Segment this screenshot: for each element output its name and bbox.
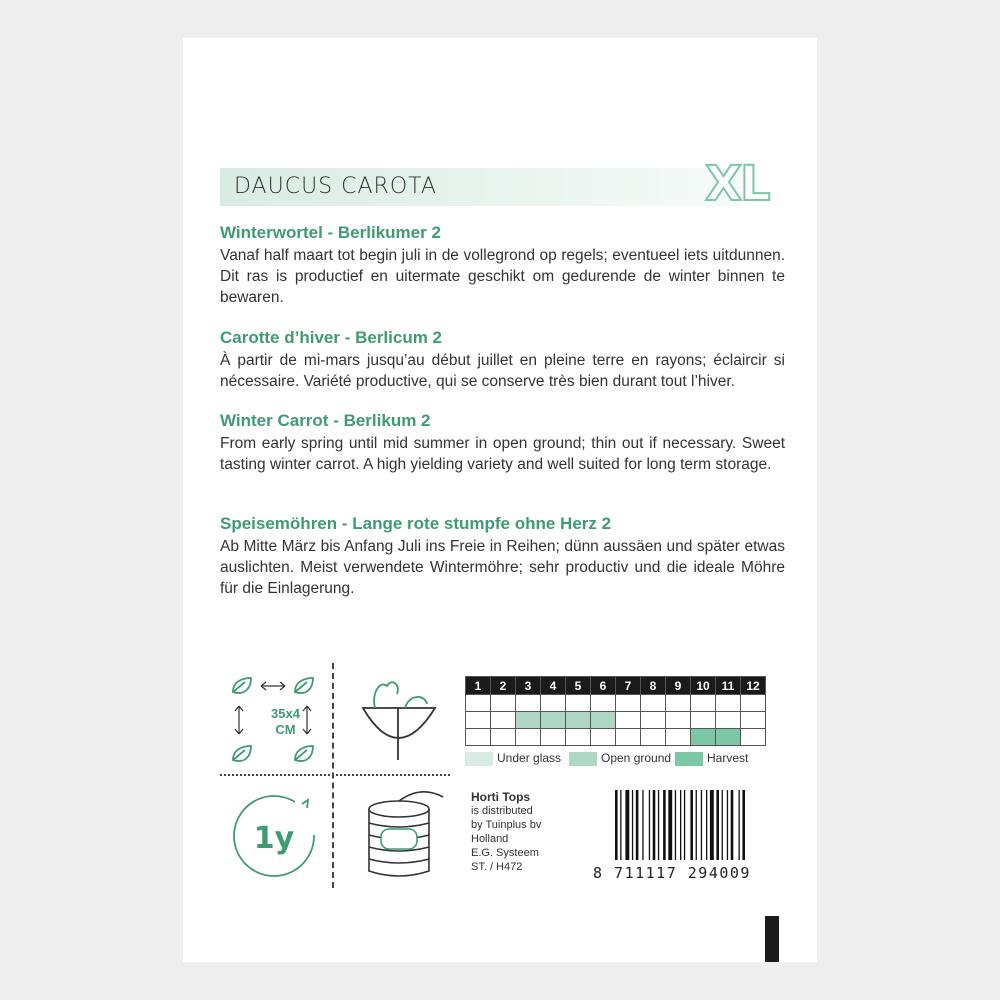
section-title-nl: Winterwortel - Berlikumer 2 [220,223,441,242]
seed-packet [183,38,817,962]
distributor-line: ST. / H472 [471,861,523,873]
section-body-en: From early spring until mid summer in open ground; thin out if necessary. Sweet tasting winter carrot. A high yielding variety and well suited for long term storage. [220,435,785,473]
calendar-cell [666,695,691,712]
species-banner [220,168,740,206]
barcode-bar [706,790,707,860]
section-body-fr: À partir de mi-mars jusqu’au début juillet en pleine terre en rayons; éclaircir si nécessaire. Variété productive, qui se conserve très bien durant tout l’hiver. [220,352,785,390]
calendar-month-12: 12 [741,677,766,695]
calendar-month-3: 3 [516,677,541,695]
calendar-cell [616,695,641,712]
barcode-bar [668,790,672,860]
barcode-bar [632,790,633,860]
section-title-en: Winter Carrot - Berlikum 2 [220,411,431,430]
size-badge: XL [705,156,769,212]
calendar-cell-harvest [691,729,716,746]
barcode-bar [739,790,740,860]
legend-harvest [675,751,748,766]
calendar-cell [541,729,566,746]
barcode-bar [696,790,697,860]
storage-can-icon [359,783,449,883]
calendar-cell [741,729,766,746]
icon-divider-horizontal [220,774,450,776]
calendar-cell-open-ground [516,712,541,729]
calendar-month-11: 11 [716,677,741,695]
calendar-cell [741,695,766,712]
lifecycle-label: 1y [253,821,295,856]
calendar-cell [666,712,691,729]
legend-swatch-under-glass [465,752,493,766]
calendar-cell [466,729,491,746]
calendar-cell [566,695,591,712]
calendar-month-8: 8 [641,677,666,695]
calendar-month-5: 5 [566,677,591,695]
legend-swatch-open-ground [569,752,597,766]
sowing-calendar [465,676,766,746]
barcode-bar [690,790,693,860]
legend-label-open-ground: Open ground [601,751,672,765]
barcode-bar [684,790,685,860]
barcode-bar [642,790,643,860]
spacing-label [258,706,313,738]
calendar-cell [566,729,591,746]
barcode-bar [742,790,745,860]
calendar-cell [716,695,741,712]
calendar-month-1: 1 [466,677,491,695]
legend-open-ground [569,751,671,766]
legend-swatch-harvest [675,752,703,766]
section-body-de: Ab Mitte März bis Anfang Juli ins Freie in Reihen; dünn aussäen und später etwas auslichten. Meist verwendete Wintermöhre; sehr productiv und die ideale Möhre für die Einlagerung. [220,538,785,597]
calendar-cell-open-ground [541,712,566,729]
species-name: DAUCUS CAROTA [234,174,437,199]
barcode-bar [716,790,719,860]
calendar-cell [466,712,491,729]
barcode-bar [658,790,659,860]
print-mark [765,916,779,962]
calendar-cell [741,712,766,729]
calendar-month-2: 2 [491,677,516,695]
distributor-line: Holland [471,833,509,845]
lifecycle-icon [228,790,320,882]
calendar-cell [491,729,516,746]
calendar-cell [516,695,541,712]
spacing-unit: CM [275,722,296,737]
barcode-bar [625,790,629,860]
barcode-bar [731,790,734,860]
distributor-info [471,790,541,874]
calendar-cell [641,729,666,746]
brand-name: Horti Tops [471,790,531,804]
distributor-line: by Tuinplus bv [471,819,542,831]
distributor-line: is distributed [471,805,533,817]
barcode-bar [710,790,714,860]
section-title-de: Speisemöhren - Lange rote stumpfe ohne Herz 2 [220,514,612,533]
barcode-bar [620,790,621,860]
barcode-bar [636,790,639,860]
barcode-bar [663,790,666,860]
calendar-month-9: 9 [666,677,691,695]
calendar-month-10: 10 [691,677,716,695]
legend-label-under-glass: Under glass [497,751,562,765]
calendar-cell [541,695,566,712]
calendar-cell-open-ground [566,712,591,729]
calendar-cell [466,695,491,712]
calendar-cell [491,695,516,712]
calendar-cell [591,695,616,712]
calendar-cell [666,729,691,746]
calendar-cell [716,712,741,729]
vegetable-bowl-icon [353,668,443,766]
barcode-bar [649,790,650,860]
calendar-cell-harvest [716,729,741,746]
calendar-month-4: 4 [541,677,566,695]
calendar-cell [691,712,716,729]
spacing-value: 35x4 [271,706,300,721]
barcode-bar [653,790,656,860]
distributor-line: E.G. Systeem [471,847,539,859]
calendar-cell [641,695,666,712]
legend-label-harvest: Harvest [707,751,749,765]
calendar-cell [591,729,616,746]
calendar-cell-open-ground [591,712,616,729]
calendar-cell [641,712,666,729]
barcode-bar [722,790,723,860]
calendar-month-6: 6 [591,677,616,695]
barcode-number: 8 711117 294009 [593,864,751,882]
barcode-bar [615,790,618,860]
calendar-cell [691,695,716,712]
calendar-month-7: 7 [616,677,641,695]
calendar-cell [491,712,516,729]
section-body-nl: Vanaf half maart tot begin juli in de vollegrond op regels; eventueel iets uitdunnen. Dit ras is productief en uitermate geschikt om gedurende de winter binnen te bewaren. [220,247,785,306]
calendar-cell [616,729,641,746]
calendar-cell [516,729,541,746]
legend-under-glass [465,751,561,766]
barcode-bar [701,790,702,860]
barcode-bar [680,790,681,860]
barcode-bar [675,790,676,860]
section-title-fr: Carotte d’hiver - Berlicum 2 [220,328,443,347]
calendar-cell [616,712,641,729]
barcode-bar [727,790,728,860]
